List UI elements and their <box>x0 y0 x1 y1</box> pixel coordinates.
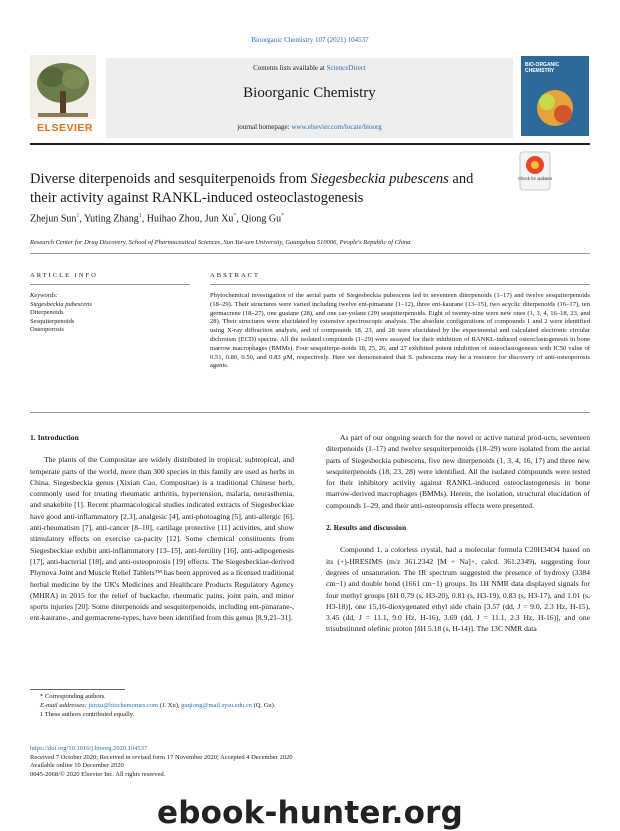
left-column <box>30 432 294 624</box>
watermark-text: ebook-hunter.org <box>157 795 463 831</box>
header-rule <box>30 143 590 145</box>
affiliation: Research Center for Drug Discovery, School of Pharmaceutical Sciences, Sun Yat-sen University, Guangzhou 510006, People's Republic of China <box>30 239 411 246</box>
keywords-label: Keywords: <box>30 292 58 299</box>
keyword: Sesquiterpenoids <box>30 317 75 325</box>
keyword: Osteoporosis <box>30 326 64 333</box>
email-suffix: (J. Xu), <box>158 702 182 709</box>
title-species: Siegesbeckia pubescens <box>310 171 449 187</box>
journal-reference[interactable]: Bioorganic Chemistry 107 (2021) 104537 <box>251 36 369 44</box>
keywords-block <box>30 292 190 335</box>
publisher-name: ELSEVIER <box>37 122 93 134</box>
equal-contribution-note: 1 These authors contributed equally. <box>40 711 135 718</box>
author-name[interactable]: Huihao Zhou <box>146 213 200 225</box>
author-mark: 1 <box>138 213 142 219</box>
corresponding-note: * Corresponding authors. <box>40 693 106 700</box>
footnote-rule <box>30 689 125 690</box>
right-column <box>326 432 590 635</box>
results-heading: 2. Results and discussion <box>326 523 407 533</box>
abstract-text: Phytochemical investigation of the aerial parts of Siegesbeckia pubescens led to seventeen diterpenoids (1–17) and twelve sesquiterpenoids (18–29). Their structures were varied including twelve ent-pimarane (1–12), three ent-kaurane (13–15), two acyclic diterpenoids (16–17), ten germacrene (18–27), one guaiane (28), and one car-yolane (29) sesquiterpenoids. Eight of twenty-nine were new ones (1, 3, 4, 16–18, 23, and 28). Their structures were elucidated by extensive spectroscopic analysis. The absolute configurations of compounds 1 and 2 were identified using X-ray diffraction analysis, and of compounds 18, 23, and 28 were elucidated by the experimental and calculated electronic circular dichroism (ECD) spectra. All the isolated compounds (1–29) were assayed for their inhibition of RANKL-induced osteoclastogenesis in bone marrow macrophages (BMMs). Four sesquiterpe-noids 18, 25, 26, and 27 exhibited potent inhibition of osteoclastogenesis with IC50 value of 0.51, 0.80, 0.50, and 0.83 μM, respectively. Here we demonstrated that S. pubescens may be a resource for discovery of anti-osteoporosis agents. <box>210 292 590 370</box>
keyword: Diterpenoids <box>30 309 64 316</box>
article-info-heading: ARTICLE INFO <box>30 272 98 279</box>
email-prefix: E-mail addresses: <box>40 702 89 709</box>
journal-cover-image <box>521 56 589 136</box>
article-info-rule <box>30 284 190 285</box>
title-text-end: and their activity against RANKL-induced osteoclastogenesis <box>30 171 474 206</box>
email-link-xu[interactable]: junxu@biochemomes.com <box>88 702 159 709</box>
online-date: Available online 10 December 2020 <box>30 762 124 770</box>
cover-art-icon <box>527 82 583 132</box>
keyword: Siegesbeckia pubescens <box>30 300 92 308</box>
author-mark: * <box>281 213 285 219</box>
article-title <box>30 170 500 208</box>
introduction-heading: 1. Introduction <box>30 433 79 442</box>
author-name[interactable]: Zhejun Sun <box>30 213 77 225</box>
footnotes <box>30 692 590 719</box>
author-name[interactable]: Qiong Gu <box>241 213 282 225</box>
author-mark: 1 <box>76 213 80 219</box>
publication-info <box>30 745 590 779</box>
results-paragraph: Compound 1, a colorless crystal, had a molecular formula C20H34O4 based on its (+)-HRESIMS (m/z 361.2342 [M + Na]+, calcd. 361.2349), suggesting four degrees of unsaturation. The IR spectrum suggested the presence of hydroxy (3384 cm−1) and double bond (1661 cm−1) groups. Its 1H NMR data displayed signals for four methyl groups [δH 0.79 (s, H3-20), 0.81 (s, H3-19), 0.83 (s, H3-17), and 1.01 (s, H3-18)], one 15,16-dioxygenated ethyl side chain [3.57 (dd, J = 9.0, 2.3 Hz, H-15), 3.45 (dd, J = 11.1, 9.0 Hz, H-16), 3.69 (dd, J = 11.1, 2.3 Hz, H-16)], and one trisubstituted olefinic proton [δH 5.18 (s, H-14)]. The 13C NMR data <box>326 545 590 634</box>
doi-link[interactable]: https://doi.org/10.1016/j.bioorg.2020.104537 <box>30 745 148 752</box>
affiliation-rule <box>30 253 590 254</box>
sciencedirect-link[interactable]: ScienceDirect <box>326 64 366 72</box>
homepage-line <box>106 123 513 131</box>
title-text: Diverse diterpenoids and sesquiterpenoids from <box>30 171 311 187</box>
homepage-prefix: journal homepage: <box>237 123 292 131</box>
introduction-paragraph: The plants of the Compositae are widely distributed in tropical, subtropical, and temperate parts of the world, more than 300 species in this family are used as herbs in China. Siegesbeckia genus (Xixian Cao, Compositae) is a traditional Chinese herb, commonly used for treating rheumatic arthritis, hypertension, malaria, neurasthenia, and snakebite [1]. Recent pharmacological studies indicated extracts of Siegesbeckiae have good anti-inflammatory [2,3], analgesic [4], anti-photoaging [5], anti-allergic [6], anti-rheumatism [7], anti-cancer [8–10], cartilage protective [11] activities, and show stimulatory effects on exercise ca-pacity [12]. Some chemical constituents from Siegesbeckiae exhibit anti-inflammatory [13–15], anti-fertility [16], anti-adipogenesis [17], anti-bacterial [18], and anti-osteoporosis [19] effects. The Siegesbeckiae-derived Phynova Joint and Muscle Relief Tablets™ has been approved as a licensed traditional herbal medicine by the UK's Medicines and Healthcare Products Regulatory Agency (MHRA) in 2015 for the relief of backache, rheumatic pains, joint pain, and minor sports injuries [20]. Some diterpenoids and sesquiterpenoids, including ent-pimarane-, ent-kaurane-, and germacrene-types, have been identified from this genus [8,9,21–31]. <box>30 455 294 623</box>
abstract-heading: ABSTRACT <box>210 272 260 279</box>
received-dates: Received 7 October 2020; Received in revised form 17 November 2020; Accepted 4 December 2020 <box>30 753 293 761</box>
homepage-link[interactable]: www.elsevier.com/locate/bioorg <box>291 123 382 131</box>
author-name[interactable]: Yuting Zhang <box>84 213 139 225</box>
contents-prefix: Contents lists available at <box>253 64 327 72</box>
copyright: 0045-2068/© 2020 Elsevier Inc. All rights reserved. <box>30 770 166 778</box>
author-mark: * <box>233 213 237 219</box>
journal-title: Bioorganic Chemistry <box>243 85 376 101</box>
email-suffix-2: (Q. Gu). <box>251 702 276 709</box>
badge-text: Check for updates <box>518 176 552 181</box>
author-list: Zhejun Sun$^1$, Yuting Zhang$^1$, Huihao Zhou, Jun Xu*, Qiong Gu* <box>30 213 285 225</box>
check-for-updates-badge[interactable] <box>520 152 550 190</box>
author-name[interactable]: Jun Xu <box>204 213 234 225</box>
abstract-bottom-rule <box>30 412 590 413</box>
abstract-rule <box>210 284 590 285</box>
cover-title: BIO-ORGANIC CHEMISTRY <box>525 62 560 74</box>
body-paragraph: As part of our ongoing search for the novel or active natural prod-ucts, seventeen diterpenoids (1–17) and twelve sesquiterpenoids (18–29) were isolated from the aerial parts of Siegesbeckia pubescens, five new diterpenoids (1, 3, 4, 16, 17) and three new sesquiterpenoids (18, 23, 28) were identified. All the isolated compounds were tested for their inhibitory activity against RANKL-induced osteoclastogenesis in bone marrow-derived macrophages (BMMs). Herein, the isolation, structural elucidation of compounds 1–29, and their anti-osteoporosis effects were presented. <box>326 433 590 510</box>
email-link-gu[interactable]: guqiong@mail.sysu.edu.cn <box>181 702 252 709</box>
contents-line <box>106 64 513 72</box>
email-line <box>30 701 590 710</box>
